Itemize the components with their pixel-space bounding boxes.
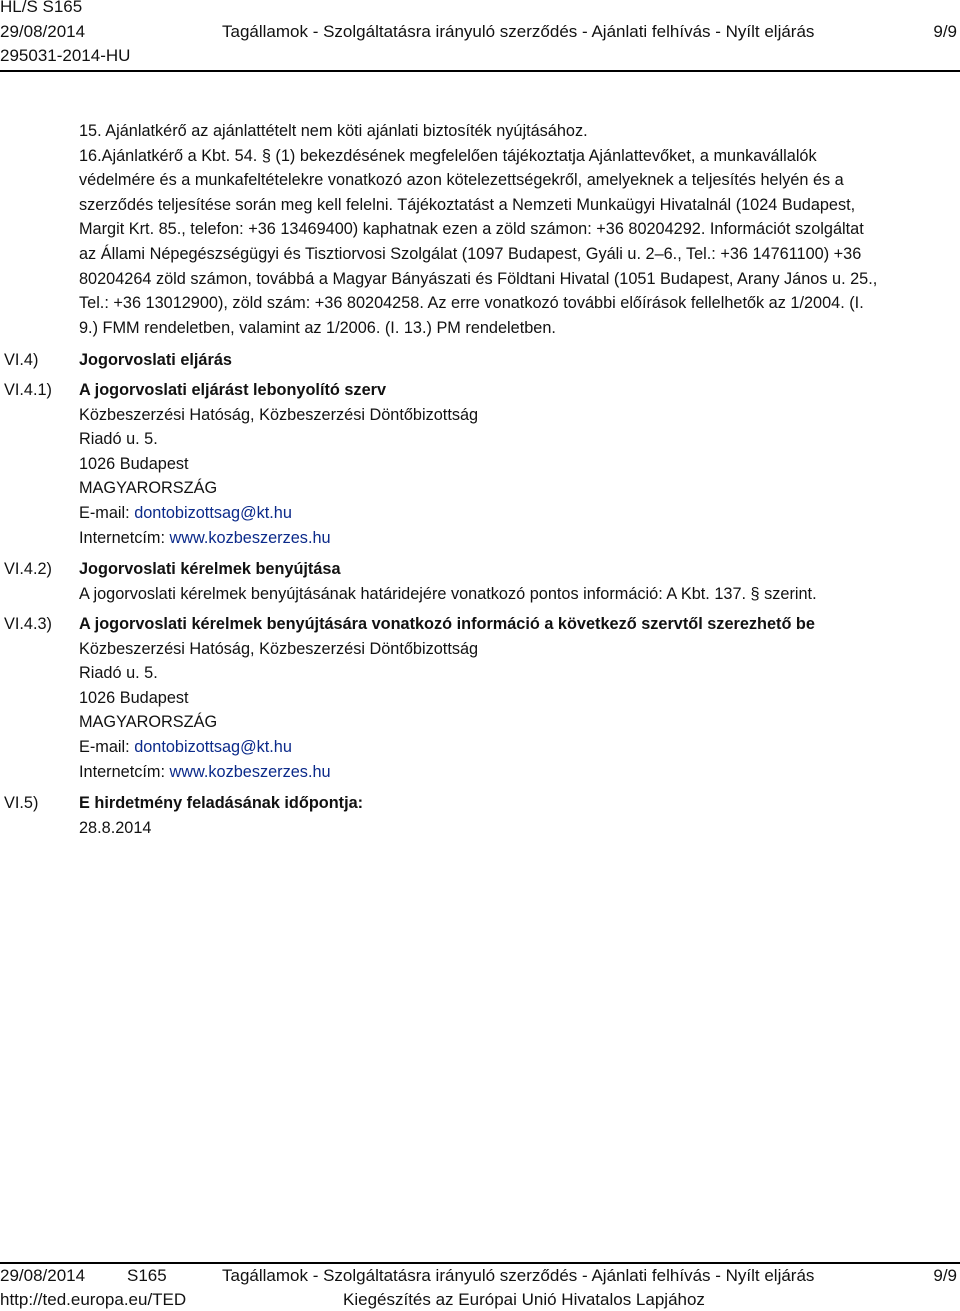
footer-title: Tagállamok - Szolgáltatásra irányuló szerződés - Ajánlati felhívás - Nyílt eljárás	[222, 1266, 815, 1285]
country: MAGYARORSZÁG	[79, 479, 218, 498]
section-title-vi5: E hirdetmény feladásának időpontja:	[79, 794, 364, 812]
header-date: 29/08/2014	[0, 22, 86, 41]
items-block	[79, 119, 939, 340]
email-row	[79, 735, 939, 760]
street-address: Riadó u. 5.	[79, 664, 158, 683]
item-16-line: védelmére és a munkafeltételekre vonatkozó azon kötelezettségekről, amelyeknek a teljesítés helyén és a	[79, 171, 844, 190]
web-link[interactable]: www.kozbeszerzes.hu	[169, 762, 331, 781]
section-vi43	[79, 612, 939, 784]
web-label: Internetcím:	[79, 528, 170, 547]
section-label-vi5: VI.5)	[4, 794, 39, 812]
web-row	[79, 526, 939, 551]
item-16-line: az Állami Népegészségügyi és Tisztiorvosi Szolgálat (1097 Budapest, Gyáli u. 2–6., Tel.: +36 14761100) +36	[79, 244, 862, 263]
section-title-vi41: A jogorvoslati eljárást lebonyolító szerv	[79, 381, 387, 399]
deadline-info: A jogorvoslati kérelmek benyújtásának határidejére vonatkozó pontos információ: A Kbt. 137. § szerint.	[79, 584, 817, 603]
email-label: E-mail:	[79, 737, 135, 756]
email-link[interactable]: dontobizottsag@kt.hu	[134, 737, 292, 756]
section-title-vi4: Jogorvoslati eljárás	[79, 351, 232, 369]
section-label-vi42: VI.4.2)	[4, 560, 52, 578]
email-label: E-mail:	[79, 503, 135, 522]
header-title: Tagállamok - Szolgáltatásra irányuló szerződés - Ajánlati felhívás - Nyílt eljárás	[222, 22, 815, 41]
header-rule	[0, 70, 960, 72]
footer-url[interactable]: http://ted.europa.eu/TED	[0, 1290, 187, 1309]
footer-date: 29/08/2014	[0, 1266, 86, 1285]
section-title-vi43: A jogorvoslati kérelmek benyújtására vonatkozó információ a következő szervtől szerezhető be	[79, 615, 815, 633]
org-name: Közbeszerzési Hatóság, Közbeszerzési Döntőbizottság	[79, 405, 479, 424]
notice-id: 295031-2014-HU	[0, 46, 131, 65]
dispatch-date: 28.8.2014	[79, 818, 152, 837]
email-link[interactable]: dontobizottsag@kt.hu	[134, 503, 292, 522]
web-link[interactable]: www.kozbeszerzes.hu	[169, 528, 331, 547]
section-vi41	[79, 378, 939, 550]
section-label-vi41: VI.4.1)	[4, 381, 52, 399]
org-name: Közbeszerzési Hatóság, Közbeszerzési Döntőbizottság	[79, 639, 479, 658]
email-row	[79, 501, 939, 526]
item-16-line: Tel.: +36 13012900), zöld szám: +36 80204258. Az erre vonatkozó további előírások fellelhetők az 1/2004. (I.	[79, 294, 864, 313]
web-row	[79, 760, 939, 785]
section-vi4	[79, 348, 939, 373]
web-label: Internetcím:	[79, 762, 170, 781]
section-vi5	[79, 791, 939, 840]
item-16-line: 9.) FMM rendeletben, valamint az 1/2006. (I. 13.) PM rendeletben.	[79, 318, 556, 337]
section-label-vi4: VI.4)	[4, 351, 39, 369]
item-16-line: 80204264 zöld számon, továbbá a Magyar Bányászati és Földtani Hivatal (1051 Budapest, Arany János u. 25.,	[79, 269, 878, 288]
section-title-vi42: Jogorvoslati kérelmek benyújtása	[79, 560, 341, 578]
footer-supplement: Kiegészítés az Európai Unió Hivatalos Lapjához	[343, 1290, 705, 1309]
item-16-line: szerződés teljesítése során meg kell felelni. Tájékoztatást a Nemzeti Munkaügyi Hivatalnál (1024 Budapest,	[79, 195, 856, 214]
street-address: Riadó u. 5.	[79, 430, 158, 449]
section-vi42	[79, 557, 939, 606]
item-16-line: 16.Ajánlatkérő a Kbt. 54. § (1) bekezdésének megfelelően tájékoztatja Ajánlattevőket, a munkavállalók	[79, 146, 817, 165]
city: 1026 Budapest	[79, 688, 189, 707]
footer-page-number: 9/9	[933, 1266, 957, 1285]
footer-rule	[0, 1262, 960, 1264]
item-15: 15. Ajánlatkérő az ajánlattételt nem köti ajánlati biztosíték nyújtásához.	[79, 122, 588, 140]
city: 1026 Budapest	[79, 454, 189, 473]
header-page-number: 9/9	[933, 22, 957, 41]
country: MAGYARORSZÁG	[79, 713, 218, 732]
footer-code: S165	[127, 1266, 167, 1285]
section-label-vi43: VI.4.3)	[4, 615, 52, 633]
doc-code: HL/S S165	[0, 0, 83, 16]
item-16-line: Margit Krt. 85., telefon: +36 13469400) kaphatnak ezen a zöld számon: +36 80204292. Információt szolgáltat	[79, 220, 864, 239]
